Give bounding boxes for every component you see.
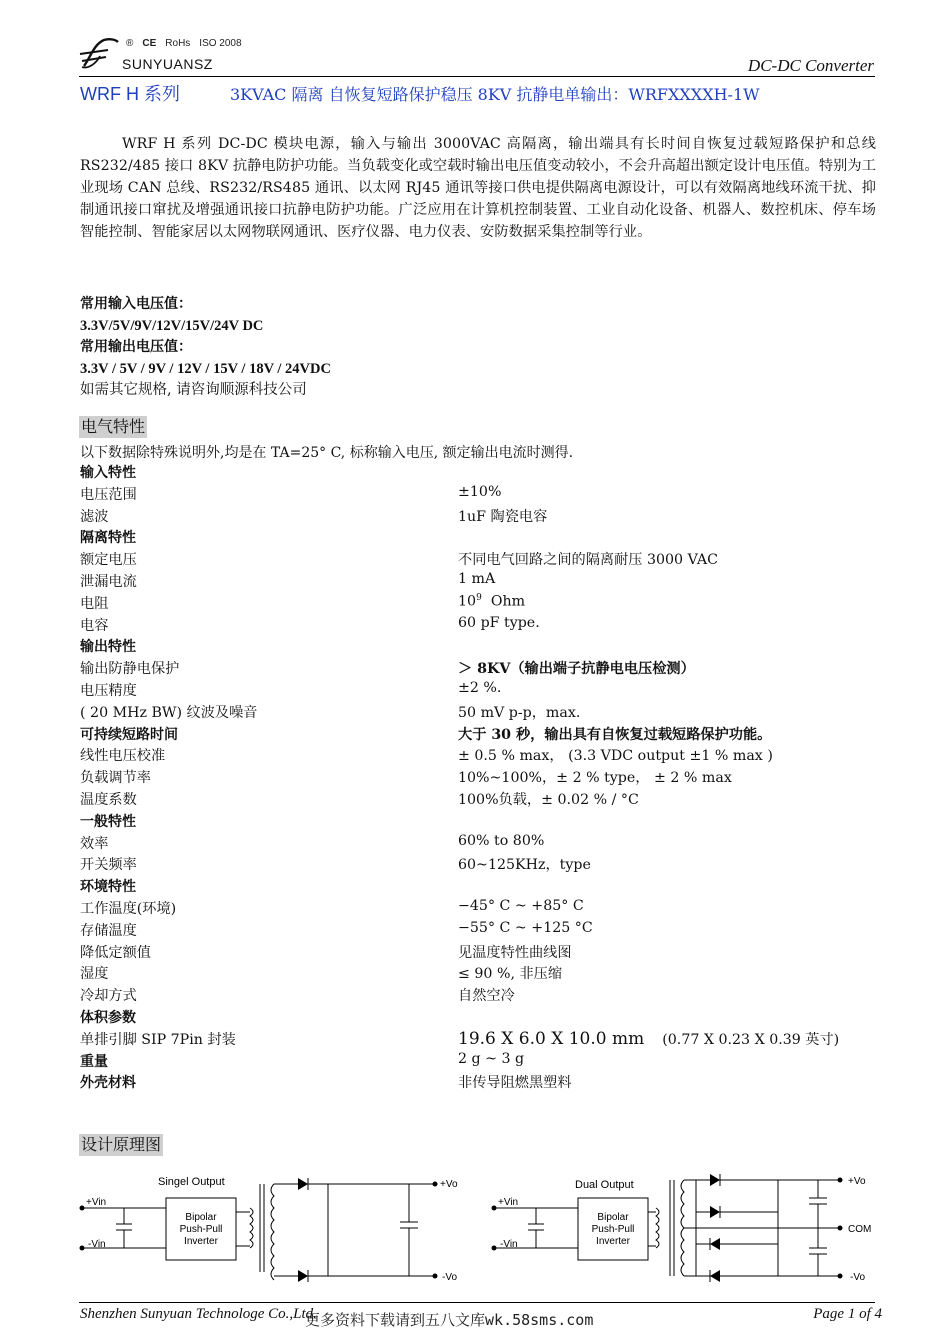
- spec-value: [458, 789, 639, 809]
- spec-value-main: −55° C ~ +125 °C: [458, 919, 593, 936]
- spec-value: [458, 702, 580, 722]
- spec-value-main: 见温度特性曲线图: [458, 944, 572, 961]
- company-logo-icon: [78, 36, 122, 70]
- dual-com-terminal: [838, 1226, 843, 1231]
- iso-mark: ISO 2008: [199, 38, 242, 49]
- spec-category-row: [80, 1051, 880, 1073]
- spec-value: [458, 963, 562, 983]
- single-output-schematic: [80, 1176, 458, 1283]
- single-vo-pos: +Vo: [440, 1179, 458, 1190]
- spec-label: 电容: [80, 617, 109, 634]
- dual-vo-neg-terminal: [838, 1274, 843, 1279]
- dual-vo-neg: -Vo: [850, 1272, 866, 1283]
- spec-category-label: 外壳材料: [80, 1075, 136, 1092]
- single-output-capacitor: [400, 1184, 418, 1276]
- spec-row: [80, 1029, 880, 1051]
- spec-value-main: 10: [458, 593, 477, 610]
- single-input-capacitor: [116, 1208, 132, 1248]
- dual-block-line1: Bipolar: [597, 1212, 629, 1223]
- spec-value-main: 自然空冷: [458, 988, 515, 1005]
- spec-category-row: [80, 527, 880, 549]
- spec-row: [80, 963, 880, 985]
- spec-category-row: [80, 876, 880, 898]
- spec-row: [80, 506, 880, 528]
- brand-name: SUNYUANSZ: [122, 56, 213, 72]
- spec-row: [80, 680, 880, 702]
- single-block-line1: Bipolar: [185, 1212, 217, 1223]
- electrical-heading: 电气特性: [81, 417, 146, 436]
- spec-label: ( 20 MHz BW) 纹波及噪音: [80, 704, 258, 721]
- voltage-block: [80, 294, 331, 402]
- design-heading: 设计原理图: [81, 1135, 162, 1154]
- single-vo-neg: -Vo: [442, 1272, 458, 1283]
- spec-row: [80, 767, 880, 789]
- dual-vin-pos: +Vin: [498, 1197, 519, 1208]
- single-vin-neg: -Vin: [88, 1239, 106, 1250]
- single-title: Singel Output: [158, 1176, 225, 1188]
- input-voltage-label: 常用输入电压值：: [80, 296, 192, 312]
- spec-value-main: 不同电气回路之间的隔离耐压 3000 VAC: [458, 552, 718, 569]
- spec-label: 冷却方式: [80, 988, 137, 1005]
- spec-value-extra: Ohm: [481, 593, 526, 610]
- spec-category-label: 输入特性: [80, 465, 136, 481]
- spec-row: [80, 702, 880, 724]
- dual-diode-2: [710, 1206, 720, 1218]
- spec-row: [80, 898, 880, 920]
- spec-value-main: 大于 30 秒，输出具有自恢复过载短路保护功能。: [458, 726, 772, 743]
- spec-category-label: 输出特性: [80, 639, 136, 656]
- dual-vin-neg: -Vin: [500, 1239, 518, 1250]
- spec-value: [458, 745, 773, 765]
- spec-value-main: ± 0.5 % max， (3.3 VDC output ±1 % max ): [458, 748, 773, 765]
- spec-value-main: 60~125KHz，type: [458, 857, 591, 874]
- spec-value-main: 50 mV p-p，max.: [458, 704, 581, 721]
- spec-value: [458, 506, 547, 526]
- spec-row: [80, 745, 880, 767]
- spec-value-main: 60% to 80%: [458, 832, 545, 849]
- spec-value: [458, 615, 540, 631]
- spec-value-main: 60 pF type.: [458, 614, 540, 631]
- spec-row: [80, 658, 880, 680]
- dual-diode-1: [710, 1174, 720, 1186]
- spec-value-main: 1uF 陶瓷电容: [458, 508, 548, 525]
- dual-block-line3: Inverter: [596, 1236, 630, 1247]
- spec-category-row: [80, 462, 880, 484]
- spec-row: [80, 549, 880, 571]
- spec-label: 温度系数: [80, 792, 137, 808]
- output-voltage-label: 常用输出电压值：: [80, 339, 192, 355]
- series-subtitle: 3KVAC 隔离 自恢复短路保护稳压 8KV 抗静电单输出：WRFXXXXH-1W: [230, 85, 760, 104]
- spec-row: [80, 615, 880, 637]
- spec-category-label: 隔离特性: [80, 530, 136, 547]
- dual-com: COM: [848, 1224, 872, 1235]
- single-block-line3: Inverter: [184, 1236, 218, 1247]
- spec-row: [80, 593, 880, 615]
- dual-input-capacitor: [528, 1208, 544, 1248]
- spec-label: 存储温度: [80, 922, 137, 939]
- schematic-diagram: [78, 1168, 888, 1298]
- header-rule: [79, 76, 875, 77]
- spec-value: [458, 484, 501, 500]
- spec-value: [458, 920, 593, 936]
- spec-value-main: 1 mA: [458, 571, 496, 587]
- spec-value-main: 19.6 X 6.0 X 10.0 mm: [458, 1028, 645, 1049]
- dual-output-schematic: [492, 1174, 872, 1283]
- footer-company: Shenzhen Sunyuan Technologe Co.,Ltd.: [80, 1306, 317, 1322]
- single-vo-neg-terminal: [433, 1274, 438, 1279]
- spec-value: [458, 571, 495, 587]
- spec-row: [80, 789, 880, 811]
- spec-row: [80, 833, 880, 855]
- spec-label: 降低定额值: [80, 944, 151, 961]
- spec-category-row: [80, 1007, 880, 1029]
- spec-label: 湿度: [80, 966, 109, 983]
- single-diode-bottom: [298, 1270, 308, 1282]
- spec-value: [458, 1051, 524, 1067]
- spec-category-label: 一般特性: [80, 813, 136, 830]
- spec-value: [458, 767, 732, 787]
- single-primary-coil: [250, 1208, 253, 1248]
- spec-value: [458, 833, 544, 849]
- dual-vo-pos: +Vo: [848, 1176, 866, 1187]
- footer-page-number: Page 1 of 4: [813, 1306, 882, 1322]
- spec-value-extra: (0.77 X 0.23 X 0.39 英寸): [644, 1031, 840, 1048]
- spec-value: [458, 680, 501, 696]
- spec-value: [458, 854, 591, 874]
- document-type: DC-DC Converter: [747, 56, 874, 75]
- dual-secondary-coil: [681, 1180, 684, 1276]
- spec-label: 滤波: [80, 508, 109, 525]
- spec-value-main: 100%负载，± 0.02 % / °C: [458, 792, 639, 808]
- spec-label: 电压范围: [80, 486, 137, 503]
- spec-value: [458, 1029, 839, 1049]
- spec-label: 线性电压校准: [80, 748, 166, 765]
- dual-diode-4: [710, 1270, 720, 1282]
- spec-label: 电压精度: [80, 683, 137, 699]
- spec-value-exponent: 9: [476, 592, 482, 603]
- spec-label: 电阻: [80, 595, 109, 612]
- dual-block-line2: Push-Pull: [591, 1224, 635, 1235]
- spec-row: [80, 571, 880, 593]
- intro-paragraph: WRF H 系列 DC-DC 模块电源，输入与输出 3000VAC 高隔离，输出端具有长时间自恢复过载短路保护和总线 RS232/485 接口 8KV 抗静电防护功能。当负载变化或空载时输出电压值变动较小，不会升高超出额定设计电压值。特别为工业现场 CAN 总线、RS232/RS485 通讯、以太网 RJ45 通讯等接口供电提供隔离电源设计，可以有效隔离地线环流干扰、抑制通讯接口窜扰及增强通讯接口抗静电防护功能。广泛应用在计算机控制装置、工业自动化设备、机器人、数控机床、停车场智能控制、智能家居以太网物联网通讯、医疗仪器、电力仪表、安防数据采集控制等行业。: [80, 136, 876, 240]
- footer-rule: [79, 1302, 875, 1303]
- spec-value: [458, 549, 718, 569]
- spec-row: [80, 942, 880, 964]
- spec-value-main: −45° C ~ +85° C: [458, 898, 584, 914]
- spec-value: [458, 1072, 572, 1092]
- spec-label: 开关频率: [80, 857, 137, 874]
- spec-value: [458, 985, 515, 1005]
- rohs-mark: RoHs: [165, 38, 191, 49]
- spec-row: [80, 920, 880, 942]
- spec-value: [458, 942, 572, 962]
- spec-label: 泄漏电流: [80, 574, 137, 590]
- spec-category-label: 重量: [80, 1053, 108, 1070]
- spec-row: [80, 484, 880, 506]
- spec-category-row: [80, 1072, 880, 1094]
- contact-note: 如需其它规格, 请咨询顺源科技公司: [80, 382, 307, 398]
- measurement-note: 以下数据除特殊说明外,均是在 TA=25° C, 标称输入电压, 额定输出电流时测得.: [80, 445, 574, 461]
- spec-value: [458, 658, 695, 678]
- single-vo-pos-terminal: [433, 1182, 438, 1187]
- spec-label: 工作温度(环境): [80, 901, 177, 917]
- spec-row: [80, 985, 880, 1007]
- spec-label: 额定电压: [80, 552, 137, 569]
- dual-output-capacitor-top: [809, 1180, 827, 1228]
- spec-value-main: ＞ 8KV（输出端子抗静电电压检测）: [458, 661, 695, 678]
- spec-value-main: ≤ 90 %, 非压缩: [458, 966, 563, 983]
- spec-category-label: 体积参数: [80, 1010, 136, 1026]
- series-title: WRF H 系列: [80, 84, 180, 104]
- spec-value-main: ±10%: [458, 483, 502, 500]
- dual-vo-pos-terminal: [838, 1178, 843, 1183]
- spec-value-main: ±2 %.: [458, 680, 502, 696]
- spec-value-main: 2 g ~ 3 g: [458, 1050, 525, 1067]
- dual-primary-coil: [656, 1208, 659, 1248]
- input-voltage-values: 3.3V/5V/9V/12V/15V/24V DC: [80, 317, 264, 334]
- spec-label: 输出防静电保护: [80, 661, 180, 678]
- spec-value: [458, 898, 584, 914]
- spec-label: 效率: [80, 835, 109, 852]
- spec-value-main: 10%~100%，± 2 % type， ± 2 % max: [458, 770, 732, 787]
- spec-category-row: [80, 636, 880, 658]
- registered-mark: ®: [126, 38, 134, 49]
- output-voltage-values: 3.3V / 5V / 9V / 12V / 15V / 18V / 24VDC: [80, 360, 331, 377]
- spec-category-row: [80, 811, 880, 833]
- spec-value: [458, 724, 771, 744]
- spec-category-label: 可持续短路时间: [80, 726, 178, 743]
- ce-mark: CE: [142, 38, 157, 49]
- footer-download-link[interactable]: 更多资料下载请到五八文库wk.58sms.com: [305, 1311, 594, 1329]
- dual-title: Dual Output: [575, 1179, 634, 1191]
- single-diode-top: [298, 1178, 308, 1190]
- spec-value: [458, 593, 525, 610]
- spec-category-row: [80, 724, 880, 746]
- single-block-line2: Push-Pull: [179, 1224, 223, 1235]
- certification-badges: [126, 38, 251, 49]
- dual-output-capacitor-bottom: [809, 1228, 827, 1276]
- spec-label: 单排引脚 SIP 7Pin 封装: [80, 1031, 236, 1048]
- spec-value-main: 非传导阻燃黑塑料: [458, 1075, 572, 1092]
- single-secondary-coil: [271, 1184, 274, 1280]
- single-vin-pos: +Vin: [86, 1197, 107, 1208]
- dual-diode-3: [710, 1238, 720, 1250]
- spec-label: 负载调节率: [80, 770, 151, 787]
- spec-row: [80, 854, 880, 876]
- spec-category-label: 环境特性: [80, 879, 136, 896]
